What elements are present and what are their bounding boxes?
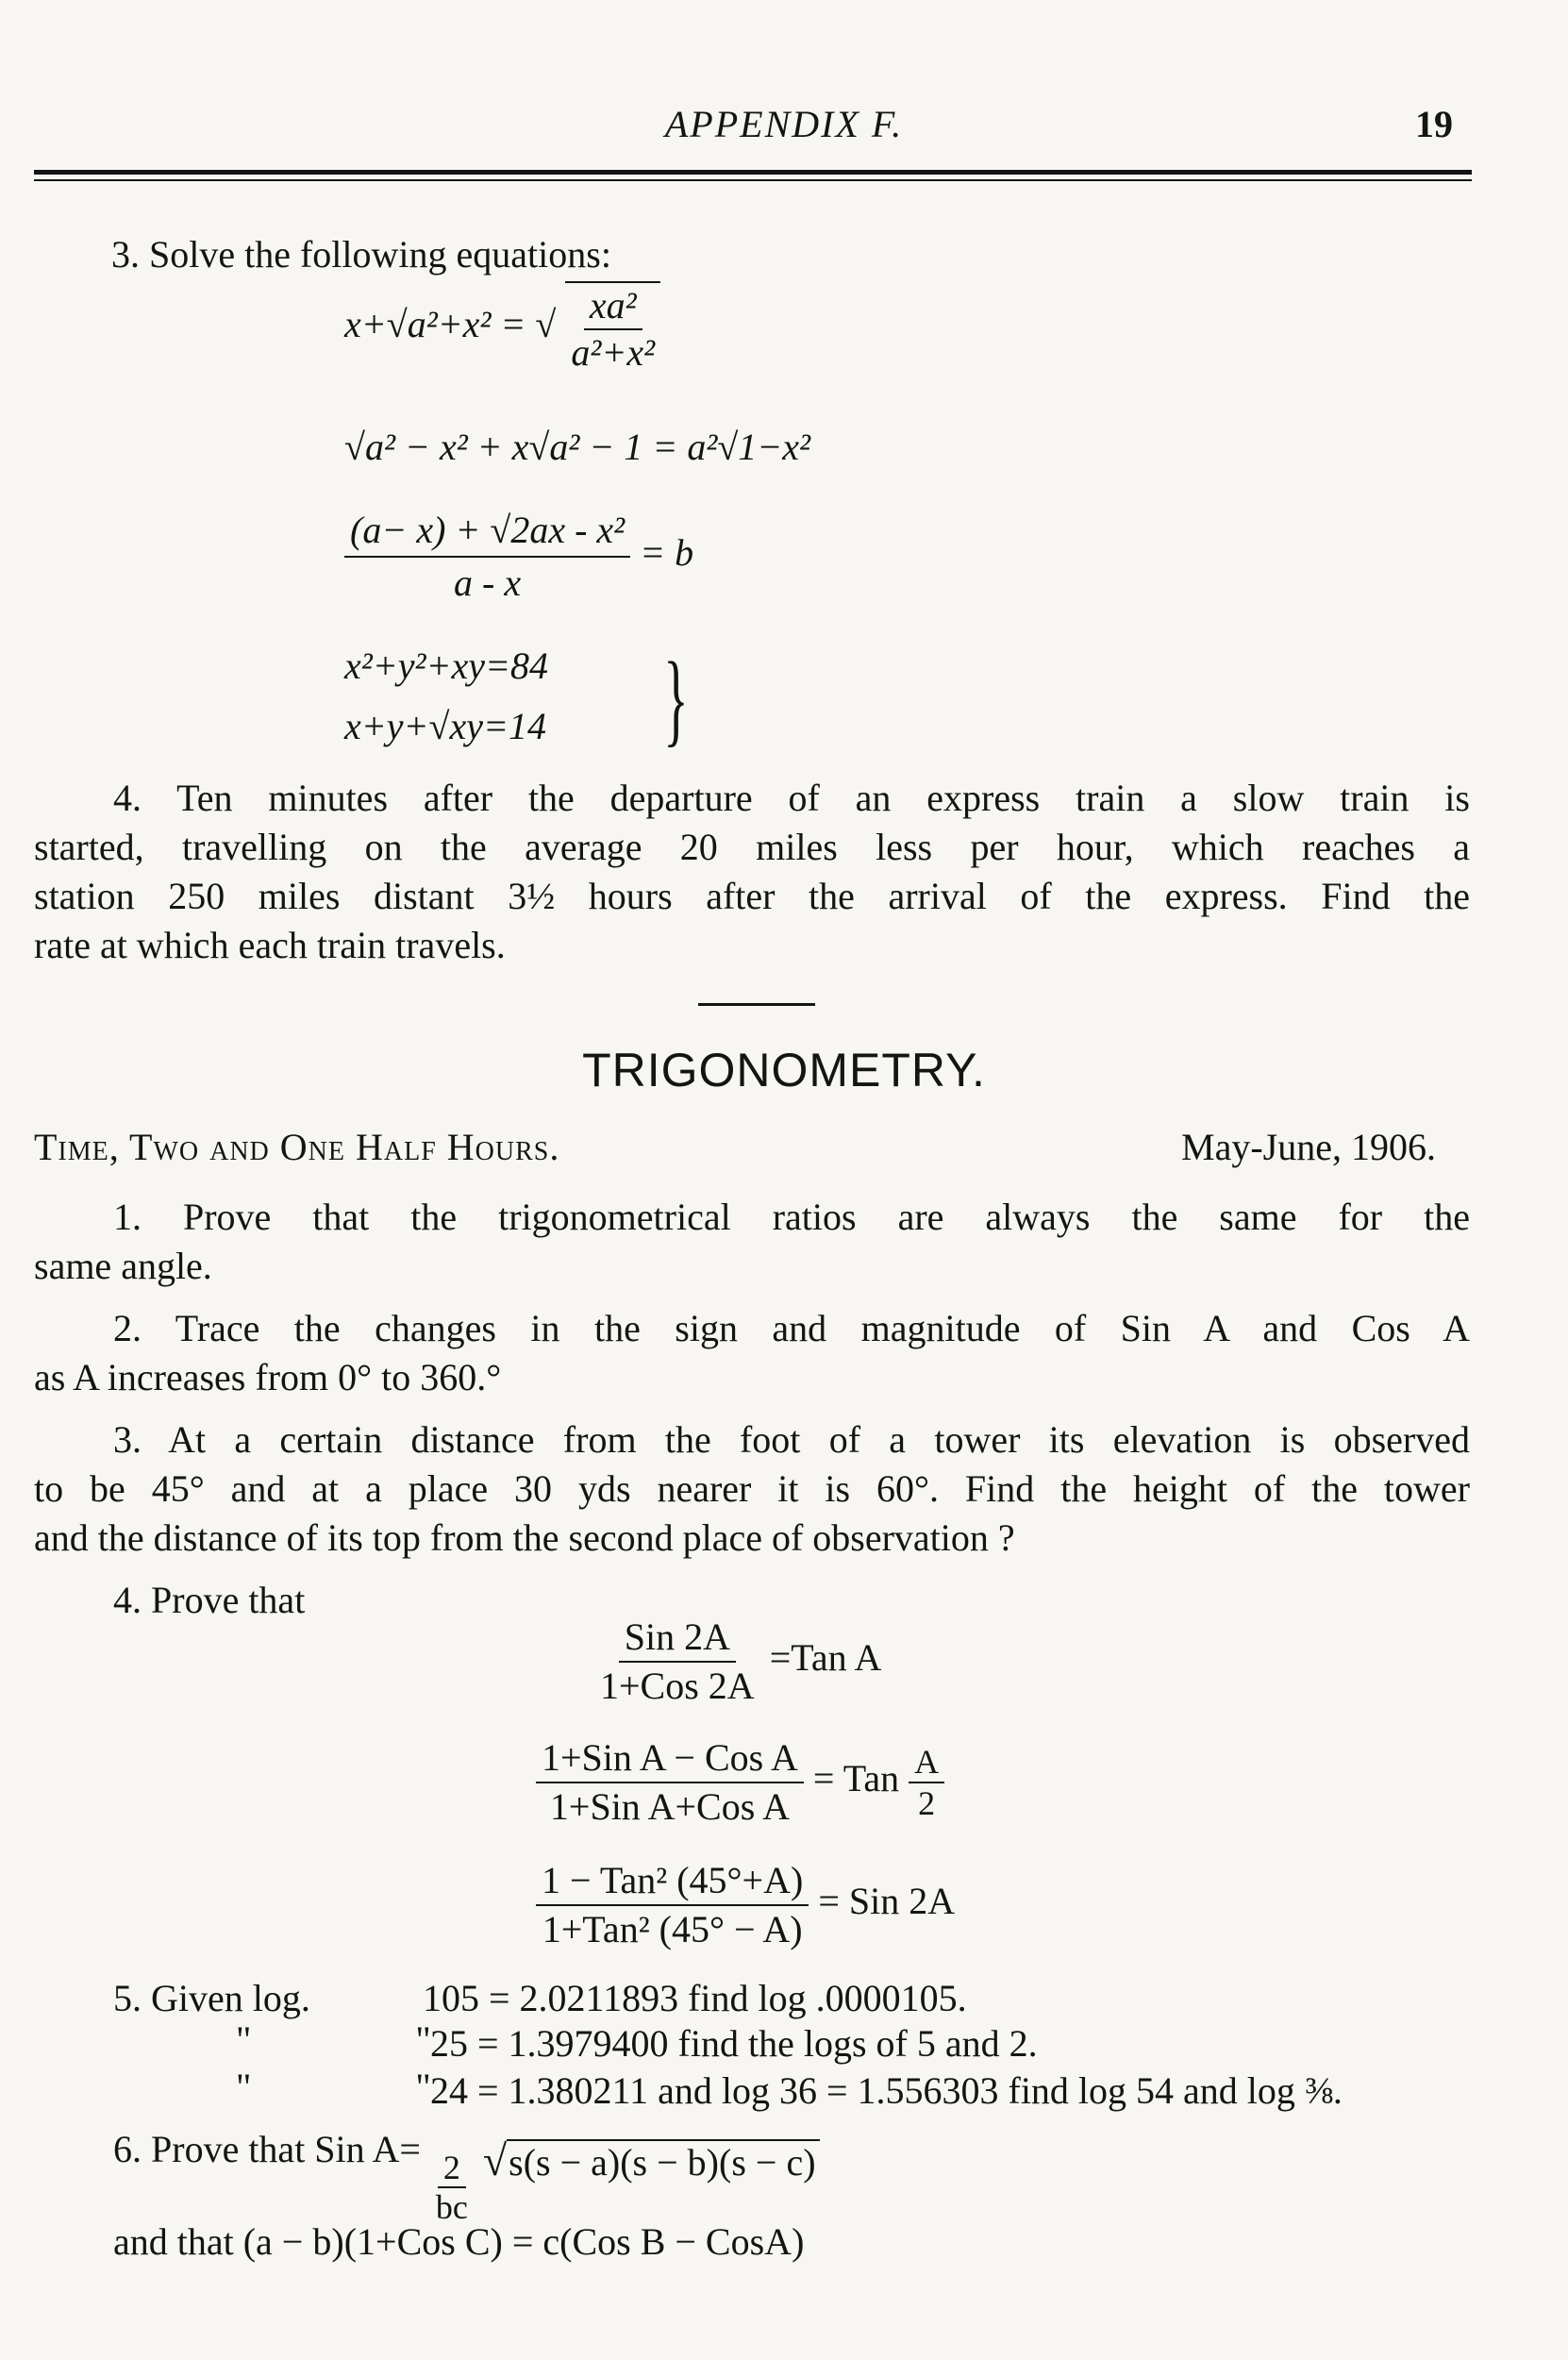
question-3-intro: 3. Solve the following equations: bbox=[111, 233, 611, 276]
q4-line-3: station 250 miles distant 3½ hours after the arrival of the express. Find the bbox=[34, 875, 1470, 917]
equation-3 bbox=[344, 505, 693, 609]
header-rule bbox=[34, 170, 1472, 175]
trig-q3-line-2: to be 45° and at a place 30 yds nearer it is 60°. Find the height of the tower bbox=[34, 1467, 1470, 1510]
equation-2: √a² − x² + x√a² − 1 = a²√1−x² bbox=[344, 426, 811, 468]
exam-time: Time, Two and One Half Hours. bbox=[34, 1126, 560, 1168]
q4-line-1: 4. Ten minutes after the departure of an express train a slow train is bbox=[113, 777, 1470, 819]
exam-date: May-June, 1906. bbox=[1181, 1126, 1436, 1168]
page-number: 19 bbox=[1415, 103, 1453, 145]
ditto-marks-1: " " bbox=[236, 2018, 431, 2061]
equation-1-rad-num: xa² bbox=[584, 283, 642, 330]
header-rule-thin bbox=[34, 179, 1472, 181]
identity-3-rhs: = Sin 2A bbox=[818, 1880, 956, 1923]
trig-q2-line-1: 2. Trace the changes in the sign and magnitude of Sin A and Cos A bbox=[113, 1307, 1470, 1349]
q4-line-4: rate at which each train travels. bbox=[34, 924, 506, 966]
system-brace: } bbox=[663, 641, 689, 756]
system-line-2: x+y+√xy=14 bbox=[344, 705, 546, 747]
identity-3-den: 1+Tan² (45° − A) bbox=[542, 1908, 803, 1950]
identity-2-num: 1+Sin A − Cos A bbox=[536, 1734, 804, 1783]
sqrt-sign: √ bbox=[482, 2136, 508, 2184]
trig-q3-line-3: and the distance of its top from the second place of observation ? bbox=[34, 1516, 1015, 1559]
identity-1-rhs: =Tan A bbox=[769, 1636, 882, 1680]
identity-2-den: 1+Sin A+Cos A bbox=[549, 1785, 790, 1828]
identity-3-num: 1 − Tan² (45°+A) bbox=[536, 1857, 809, 1906]
system-line-1: x²+y²+xy=84 bbox=[344, 644, 548, 687]
identity-3 bbox=[536, 1857, 955, 1953]
identity-2-eq: = Tan bbox=[812, 1757, 900, 1800]
identity-1 bbox=[594, 1614, 881, 1710]
trig-q6-text: 6. Prove that Sin A= bbox=[113, 2128, 421, 2170]
identity-1-den: 1+Cos 2A bbox=[600, 1665, 755, 1707]
trig-q6-line-2: and that (a − b)(1+Cos C) = c(Cos B − CosA) bbox=[113, 2220, 805, 2263]
equation-1-radicand bbox=[565, 281, 660, 376]
trig-q4-intro: 4. Prove that bbox=[113, 1579, 306, 1621]
identity-2-fden: 2 bbox=[918, 1784, 936, 1822]
identity-1-num: Sin 2A bbox=[619, 1614, 736, 1663]
trig-q2-line-2: as A increases from 0° to 360.° bbox=[34, 1356, 502, 1398]
equation-1-lhs: x+√a²+x² = √ bbox=[344, 303, 557, 346]
equation-3-den: a - x bbox=[454, 561, 522, 604]
trig-q6-fnum: 2 bbox=[438, 2149, 466, 2188]
trig-q5-line-3: 24 = 1.380211 and log 36 = 1.556303 find log 54 and log ⅜. bbox=[430, 2069, 1343, 2112]
section-divider bbox=[698, 1003, 815, 1006]
identity-2 bbox=[536, 1734, 944, 1831]
trig-q1-line-2: same angle. bbox=[34, 1245, 212, 1287]
equation-1 bbox=[344, 281, 660, 376]
trig-q1-line-1: 1. Prove that the trigonometrical ratios are always the same for the bbox=[113, 1196, 1470, 1238]
trig-q6-radicand: s(s − a)(s − b)(s − c) bbox=[507, 2139, 819, 2184]
ditto-marks-2: " " bbox=[236, 2066, 431, 2108]
trig-q3-line-1: 3. At a certain distance from the foot of a tower its elevation is observed bbox=[113, 1418, 1470, 1461]
equation-3-num: (a− x) + √2ax - x² bbox=[344, 505, 630, 558]
running-header: APPENDIX F. bbox=[664, 103, 904, 145]
trig-q5-line-1: 105 = 2.0211893 find log .0000105. bbox=[423, 1977, 967, 2019]
trig-q5-label: 5. Given log. bbox=[113, 1977, 310, 2019]
trig-q6-line-1 bbox=[113, 2128, 820, 2226]
section-heading: TRIGONOMETRY. bbox=[582, 1044, 986, 1096]
equation-3-rhs: = b bbox=[640, 531, 694, 575]
trig-q6-fden: bc bbox=[435, 2188, 468, 2226]
identity-2-fnum: A bbox=[909, 1742, 944, 1783]
trig-q5-line-2: 25 = 1.3979400 find the logs of 5 and 2. bbox=[430, 2022, 1038, 2065]
equation-1-rad-den: a²+x² bbox=[571, 331, 656, 374]
q4-line-2: started, travelling on the average 20 miles less per hour, which reaches a bbox=[34, 826, 1470, 868]
